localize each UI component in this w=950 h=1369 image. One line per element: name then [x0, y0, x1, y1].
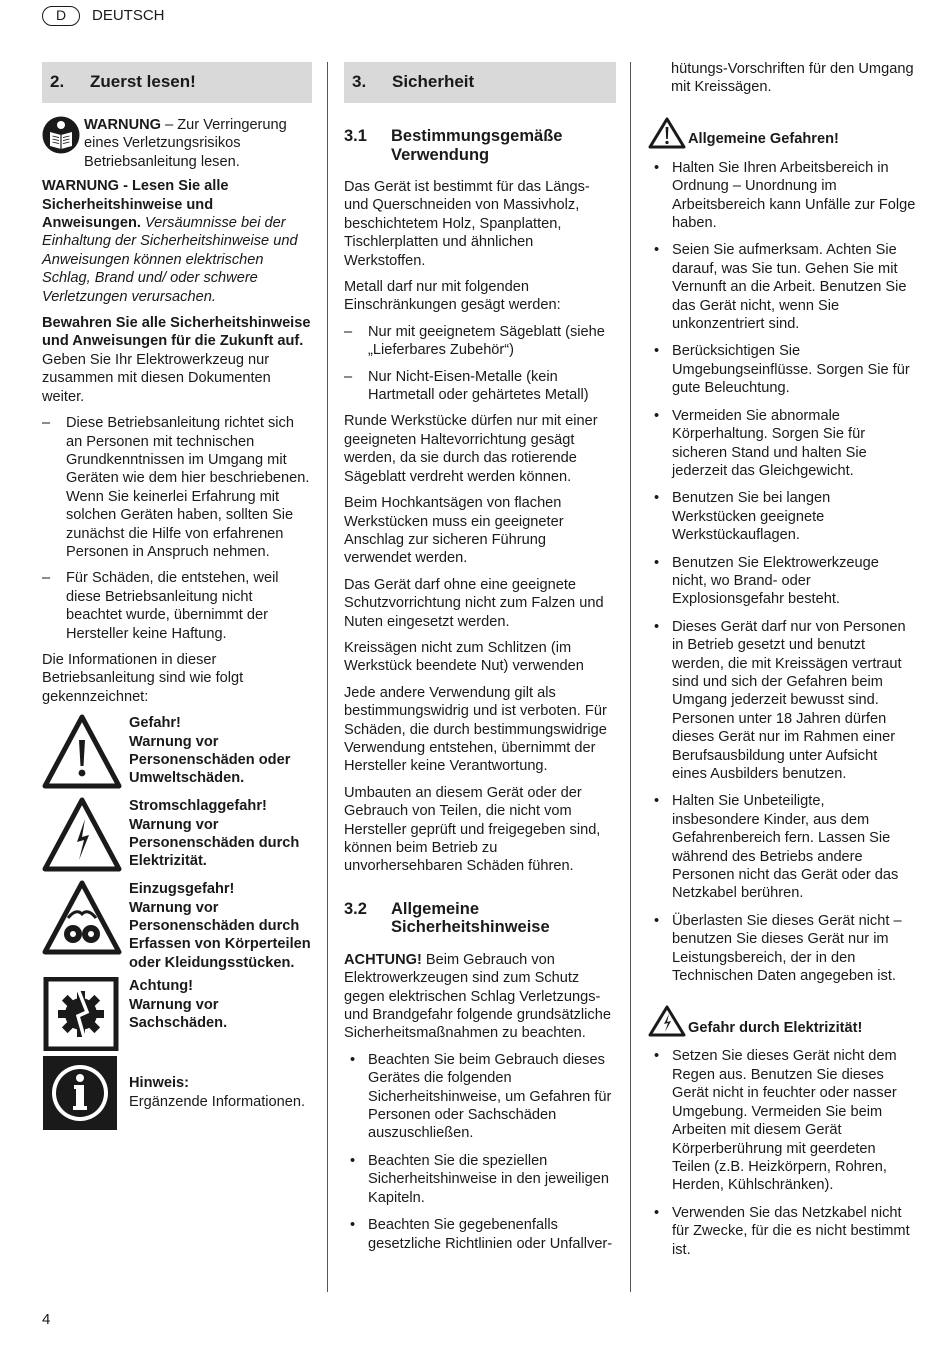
paragraph: Das Gerät ist bestimmt für das Längs- und Querschneiden von Massivholz, beschichtetem Holz, Spanplatten, Tischlerplatten und ähnlichen Werkstoffen. [344, 179, 590, 269]
paragraph: Kreissägen nicht zum Schlitzen (im Werkstück beendete Nut) verwenden [344, 639, 584, 675]
keep-instructions-body: Geben Sie Ihr Elektrowerkzeug nur zusammen mit diesen Dokumenten weiter. [42, 351, 271, 405]
symbol-description [129, 714, 312, 792]
list-item: • Halten Sie Ihren Arbeitsbereich in Ordnung – Unordnung im Arbeitsbereich kann Unfälle zur Folge haben. [648, 159, 916, 233]
section-number: 2. [50, 72, 65, 92]
metal-restrictions-list [344, 323, 616, 405]
symbol-title: Achtung! [129, 978, 194, 995]
read-all-consequences: Versäumnisse bei der Einhaltung der Sicherheitshinweise und Anweisungen können elektrischen Schlag, Brand und/ oder schwere Verletzungen verursachen. [42, 215, 298, 305]
property-damage-icon [42, 977, 122, 1051]
list-item: • Beachten Sie die speziellen Sicherheitshinweise in den jeweiligen Kapiteln. [344, 1152, 616, 1207]
symbol-title: Hinweis: [129, 1075, 190, 1092]
attention-body: Beim Gebrauch von Elektrowerkzeugen sind zum Schutz gegen elektrischen Schlag Verletzungs- und Brandgefahr folgende grundsätzliche Sicherheitsmaßnahmen zu beachten. [344, 951, 611, 1042]
column-divider [630, 62, 631, 1292]
symbol-legend-electric [42, 797, 312, 875]
attention-paragraph [344, 951, 616, 1043]
manual-notes-list [42, 414, 312, 643]
section-number: 3. [352, 72, 367, 92]
column-safety [344, 62, 616, 1262]
read-all-paragraph [42, 177, 312, 306]
symbol-legend-property [42, 977, 312, 1051]
list-item: • Setzen Sie dieses Gerät nicht dem Regen aus. Benutzen Sie dieses Gerät nicht in feuchter oder nasser Umgebung. Vermeiden Sie beim Arbeiten mit diesem Gerät Körperberührung mit geerdeten Teilen (z.B. Heizkörpern, Rohren, Herden, Kühlschränken). [648, 1047, 916, 1194]
subsection-title: Bestimmungsgemäße Verwendung [391, 127, 563, 164]
attention-label: ACHTUNG! [344, 951, 422, 968]
list-item: – Nur Nicht-Eisen-Metalle (kein Hartmetall oder gehärtetes Metall) [344, 368, 616, 405]
hazard-title: Allgemeine Gefahren! [688, 131, 839, 148]
symbol-legend-entanglement [42, 880, 312, 972]
symbol-desc: Warnung vor Sachschäden. [129, 996, 228, 1032]
symbol-title: Einzugsgefahr! [129, 881, 235, 898]
list-item: • Überlasten Sie dieses Gerät nicht – benutzen Sie dieses Gerät nur im Leistungsbereich, der in den Technischen Daten angegeben ist. [648, 912, 916, 986]
section-title: Zuerst lesen! [90, 72, 196, 92]
list-item: • Seien Sie aufmerksam. Achten Sie darauf, was Sie tun. Gehen Sie mit Vernunft an die Arbeit. Benutzen Sie das Gerät nicht, wenn Sie unkonzentriert sind. [648, 241, 916, 333]
section-title: Sicherheit [392, 72, 475, 92]
symbol-title: Stromschlaggefahr! [129, 798, 267, 815]
electric-shock-warning-icon [42, 797, 122, 875]
paragraph: Metall darf nur mit folgenden Einschränkungen gesägt werden: [344, 279, 561, 314]
manual-warning-text [84, 116, 312, 171]
subsection-number: 3.2 [344, 899, 367, 918]
info-icon [42, 1056, 122, 1130]
list-item: • Vermeiden Sie abnormale Körperhaltung. Sorgen Sie für sicheren Stand und halten Sie jederzeit das Gleichgewicht. [648, 407, 916, 481]
symbol-description [129, 797, 312, 875]
section-heading-read-first [42, 62, 312, 103]
symbol-desc: Warnung vor Personenschäden durch Elektrizität. [129, 816, 300, 870]
list-item: • Verwenden Sie das Netzkabel nicht für Zwecke, für die es nicht bestimmt ist. [648, 1204, 916, 1259]
column-divider [327, 62, 328, 1292]
paragraph: Umbauten an diesem Gerät oder der Gebrauch von Teilen, die nicht vom Hersteller geprüft und freigegeben sind, können beim Betrieb zu unvorhersehbaren Schäden führen. [344, 784, 601, 875]
symbol-description [129, 880, 312, 972]
symbol-description [129, 1056, 312, 1130]
keep-instructions-heading: Bewahren Sie alle Sicherheitshinweise und Anweisungen für die Zukunft auf. [42, 315, 311, 350]
list-item: • Benutzen Sie Elektrowerkzeuge nicht, wo Brand- oder Explosionsgefahr besteht. [648, 554, 916, 609]
continuation-text: hütungs-Vorschriften für den Umgang mit Kreissägen. [671, 61, 914, 96]
symbol-legend-info [42, 1056, 312, 1130]
exclamation-warning-icon [42, 714, 122, 792]
warning-label: WARNUNG [84, 117, 162, 133]
read-all-heading: WARNUNG - Lesen Sie alle Sicherheitshinweise und Anweisungen. [42, 178, 229, 232]
list-item: – Nur mit geeignetem Sägeblatt (siehe „Lieferbares Zubehör“) [344, 323, 616, 360]
list-item: • Halten Sie Unbeteiligte, insbesondere Kinder, aus dem Gefahrenbereich fern. Lassen Sie während des Betriebs andere Personen nicht das Gerät oder das Netzkabel berühren. [648, 792, 916, 902]
list-item: • Benutzen Sie bei langen Werkstücken geeignete Werkstückauflagen. [648, 489, 916, 544]
language-header [42, 6, 165, 26]
list-item: • Beachten Sie beim Gebrauch dieses Gerätes die folgenden Sicherheitshinweise, um Gefahren für Personen oder Sachschäden auszuschließen. [344, 1051, 616, 1143]
electric-warning-triangle-icon [648, 1005, 686, 1037]
paragraph: Runde Werkstücke dürfen nur mit einer geeigneten Haltevorrichtung gesägt werden, da sie durch das rotierende Sägeblatt verdreht werden können. [344, 413, 598, 485]
warning-body: – Zur Verringerung eines Verletzungsrisikos Betriebsanleitung lesen. [84, 117, 287, 170]
subsection-heading-general-safety [344, 900, 616, 937]
column-read-first [42, 62, 312, 1135]
list-item: – Diese Betriebsanleitung richtet sich an Personen mit technischen Grundkenntnissen im Umgang mit Geräten wie dem hier beschriebenen. Wenn Sie keinerlei Erfahrung mit solchen Geräten haben, sollten Sie zunächst die Hilfe von erfahrenen Personen in Anspruch nehmen. [42, 414, 312, 561]
symbol-desc: Ergänzende Informationen. [129, 1093, 306, 1110]
subsection-title: Allgemeine Sicherheitshinweise [391, 899, 550, 937]
language-name: DEUTSCH [92, 6, 165, 24]
symbol-desc: Warnung vor Personenschäden oder Umweltschäden. [129, 733, 291, 787]
paragraph: Beim Hochkantsägen von flachen Werkstücken muss ein geeigneter Anschlag zur sicheren Führung verwendet werden. [344, 495, 564, 567]
paragraph: Das Gerät darf ohne eine geeignete Schutzvorrichtung nicht zum Falzen und Nuten eingesetzt werden. [344, 576, 604, 630]
list-item: • Berücksichtigen Sie Umgebungseinflüsse. Sorgen Sie für gute Beleuchtung. [648, 342, 916, 397]
general-safety-list [344, 1051, 616, 1253]
electricity-hazards-list [648, 1047, 916, 1258]
symbol-desc: Warnung vor Personenschäden durch Erfassen von Körperteilen oder Kleidungsstücken. [129, 899, 311, 971]
language-code-badge: D [42, 6, 80, 26]
keep-instructions-paragraph [42, 314, 312, 406]
list-item: • Dieses Gerät darf nur von Personen in Betrieb gesetzt und benutzt werden, die mit Kreissägen vertraut sind und sich der Gefahren beim Umgang jederzeit bewusst sind. Personen unter 18 Jahren dürfen dieses Gerät nur im Rahmen einer Berufsausbildung unter Aufsicht eines Ausbilders benutzen. [648, 618, 916, 784]
entanglement-warning-icon [42, 880, 122, 958]
symbol-description [129, 977, 312, 1051]
subsection-heading-intended-use [344, 127, 616, 164]
subsection-number: 3.1 [344, 127, 367, 145]
hazard-heading-electricity [648, 1005, 916, 1037]
section-heading-safety [344, 62, 616, 103]
hazard-title: Gefahr durch Elektrizität! [688, 1020, 863, 1037]
column-hazards [648, 60, 916, 1268]
manual-warning-box [42, 116, 312, 171]
hazard-heading-general [648, 117, 916, 149]
general-hazards-list [648, 159, 916, 986]
symbol-legend-danger [42, 714, 312, 792]
warning-triangle-icon [648, 117, 686, 149]
paragraph: Jede andere Verwendung gilt als bestimmungswidrig und ist verboten. Für Schäden, die durch bestimmungswidrige Verwendung entstehen, übernimmt der Hersteller keine Verantwortung. [344, 684, 607, 775]
symbol-title: Gefahr! [129, 715, 181, 732]
list-item: – Für Schäden, die entstehen, weil diese Betriebsanleitung nicht beachtet wurde, übernimmt der Hersteller keine Haftung. [42, 569, 312, 643]
list-item: • Beachten Sie gegebenenfalls gesetzliche Richtlinien oder Unfallver- [344, 1216, 616, 1253]
read-manual-icon [42, 116, 80, 154]
page-number: 4 [42, 1311, 51, 1328]
symbols-intro: Die Informationen in dieser Betriebsanleitung sind wie folgt gekennzeichnet: [42, 651, 244, 705]
